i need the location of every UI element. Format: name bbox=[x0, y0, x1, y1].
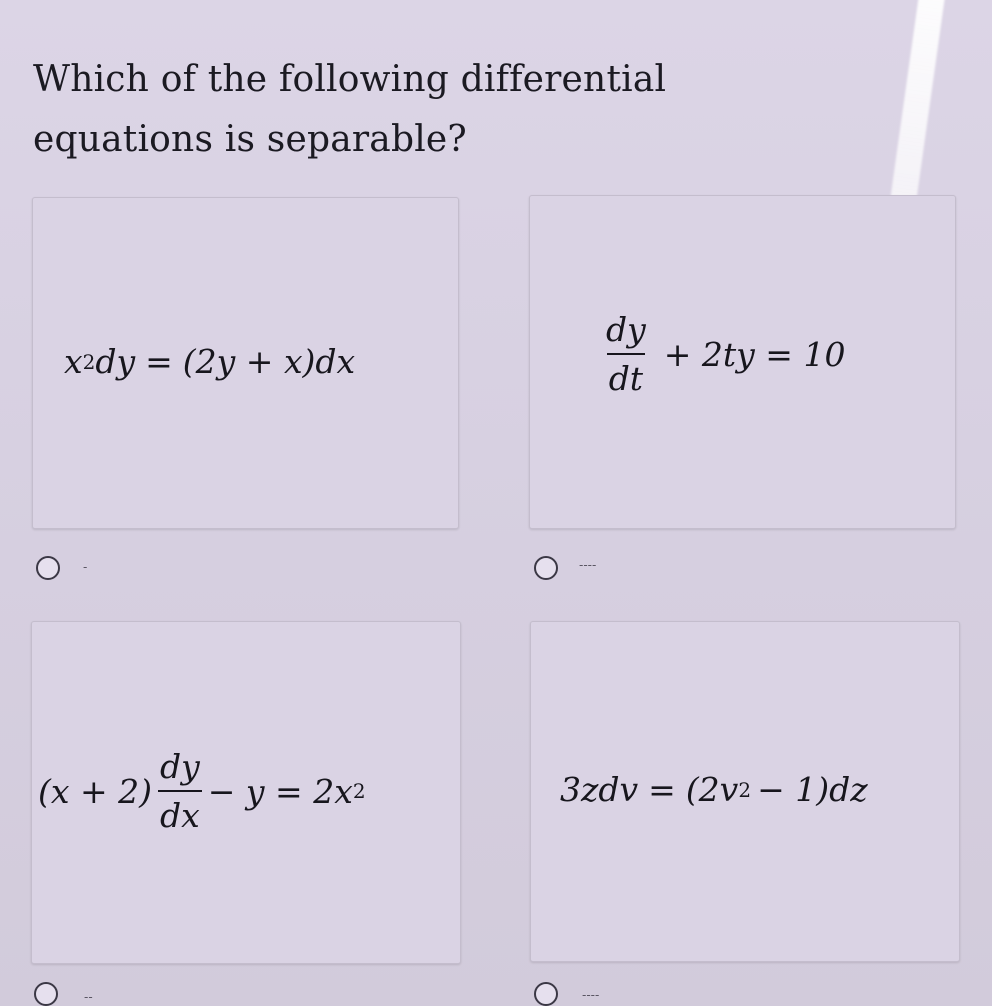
radio-option-b[interactable] bbox=[534, 556, 558, 580]
eq-c-rest: − y = 2x bbox=[207, 771, 353, 811]
radio-label-d: ---- bbox=[582, 988, 600, 1002]
eq-c-numerator: dy bbox=[160, 747, 200, 786]
question-line-2: equations is separable? bbox=[33, 119, 467, 160]
eq-b-rest: + 2ty = 10 bbox=[663, 334, 846, 374]
eq-d-rhs-exp: 2 bbox=[738, 777, 752, 802]
eq-c-denominator: dx bbox=[158, 790, 202, 835]
eq-c-fraction bbox=[158, 747, 202, 835]
radio-label-b: ---- bbox=[579, 558, 597, 572]
equation-c bbox=[38, 747, 366, 835]
equation-d bbox=[560, 770, 868, 809]
radio-option-d[interactable] bbox=[534, 982, 558, 1006]
eq-a-lhs-base: x bbox=[64, 342, 83, 381]
radio-label-a: - bbox=[83, 560, 88, 574]
eq-d-equals: = bbox=[648, 770, 676, 809]
eq-a-rhs: (2y + x)dx bbox=[182, 342, 356, 381]
question-text bbox=[33, 50, 793, 170]
radio-option-c[interactable] bbox=[34, 982, 58, 1006]
equation-a bbox=[64, 342, 355, 381]
eq-b-numerator: dy bbox=[606, 310, 646, 349]
screen-glare bbox=[889, 0, 947, 211]
radio-label-c: -- bbox=[84, 990, 93, 1004]
eq-a-equals: = bbox=[145, 342, 173, 381]
eq-b-fraction bbox=[604, 310, 648, 398]
question-line-1: Which of the following differential bbox=[33, 59, 667, 100]
eq-a-lhs-exp: 2 bbox=[82, 349, 96, 374]
eq-b-denominator: dt bbox=[607, 353, 645, 398]
eq-c-exp: 2 bbox=[352, 779, 366, 803]
eq-d-rhs-a: (2v bbox=[685, 770, 739, 809]
radio-option-a[interactable] bbox=[36, 556, 60, 580]
eq-a-lhs-rest: dy bbox=[95, 342, 136, 381]
eq-d-rhs-b: − 1)dz bbox=[757, 770, 868, 809]
eq-d-lhs: 3zdv bbox=[560, 770, 639, 809]
equation-b bbox=[598, 310, 845, 398]
eq-c-prefix: (x + 2) bbox=[38, 771, 152, 811]
